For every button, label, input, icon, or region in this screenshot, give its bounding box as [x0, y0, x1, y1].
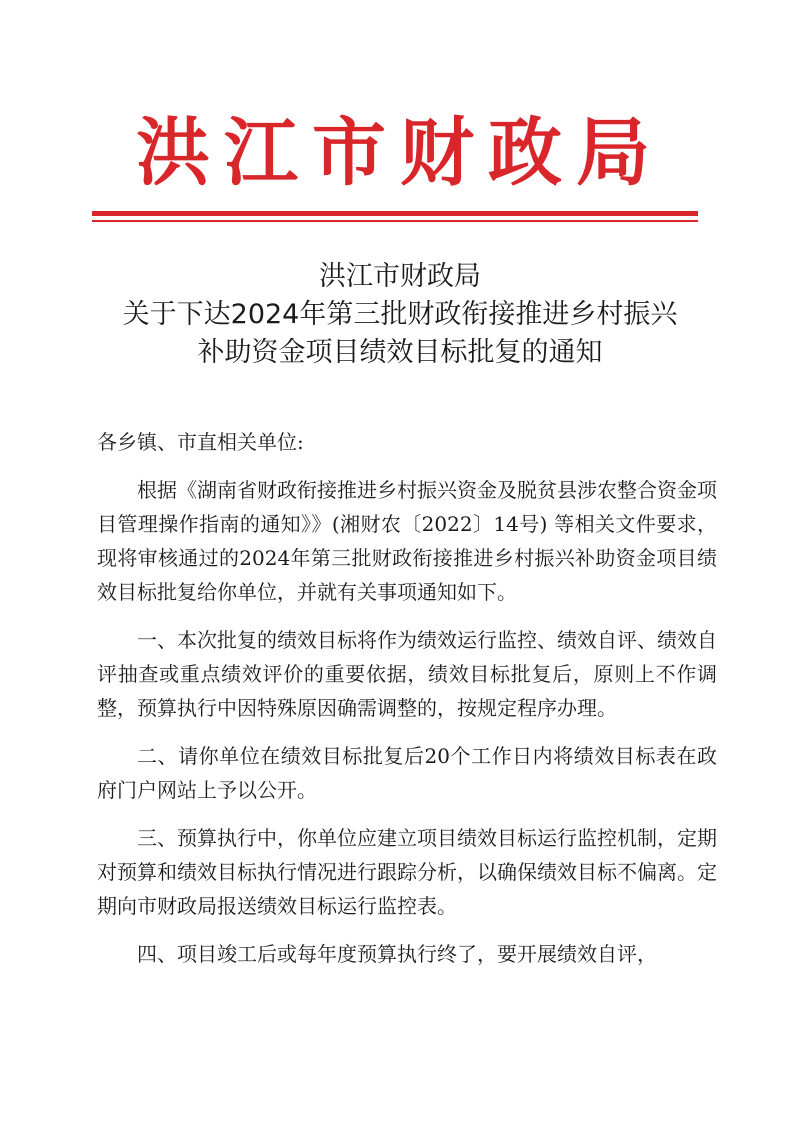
body-paragraph: 三、预算执行中，你单位应建立项目绩效目标运行监控机制，定期对预算和绩效目标执行情况进行跟踪分析，以确保绩效目标不偏离。定期向市财政局报送绩效目标运行监控表。 [97, 826, 717, 918]
salutation: 各乡镇、市直相关单位: [97, 430, 304, 454]
document-body [97, 425, 717, 985]
issuer-header: 洪江市财政局 [136, 110, 664, 196]
body-paragraph: 二、请你单位在绩效目标批复后20个工作日内将绩效目标表在政府门户网站上予以公开。 [97, 744, 717, 802]
body-paragraph: 四、项目竣工后或每年度预算执行终了，要开展绩效自评， [137, 942, 657, 966]
header-red-rule-thick [92, 211, 698, 216]
header-red-rule-thin [92, 220, 698, 222]
title-line: 关于下达2024年第三批财政衔接推进乡村振兴 [122, 299, 678, 330]
body-paragraph: 一、本次批复的绩效目标将作为绩效运行监控、绩效自评、绩效自评抽查或重点绩效评价的重要依据，绩效目标批复后，原则上不作调整，预算执行中因特殊原因确需调整的，按规定程序办理。 [97, 628, 717, 720]
title-line: 洪江市财政局 [319, 261, 481, 292]
body-paragraph: 根据《湖南省财政衔接推进乡村振兴资金及脱贫县涉农整合资金项目管理操作指南的通知》》(湘财农〔2022〕14号) 等相关文件要求，现将审核通过的2024年第三批财政衔接推进乡村振兴补助资金项目绩效目标批复给你单位，并就有关事项通知如下。 [97, 478, 717, 604]
title-line: 补助资金项目绩效目标批复的通知 [197, 337, 603, 368]
document-title [80, 258, 720, 372]
